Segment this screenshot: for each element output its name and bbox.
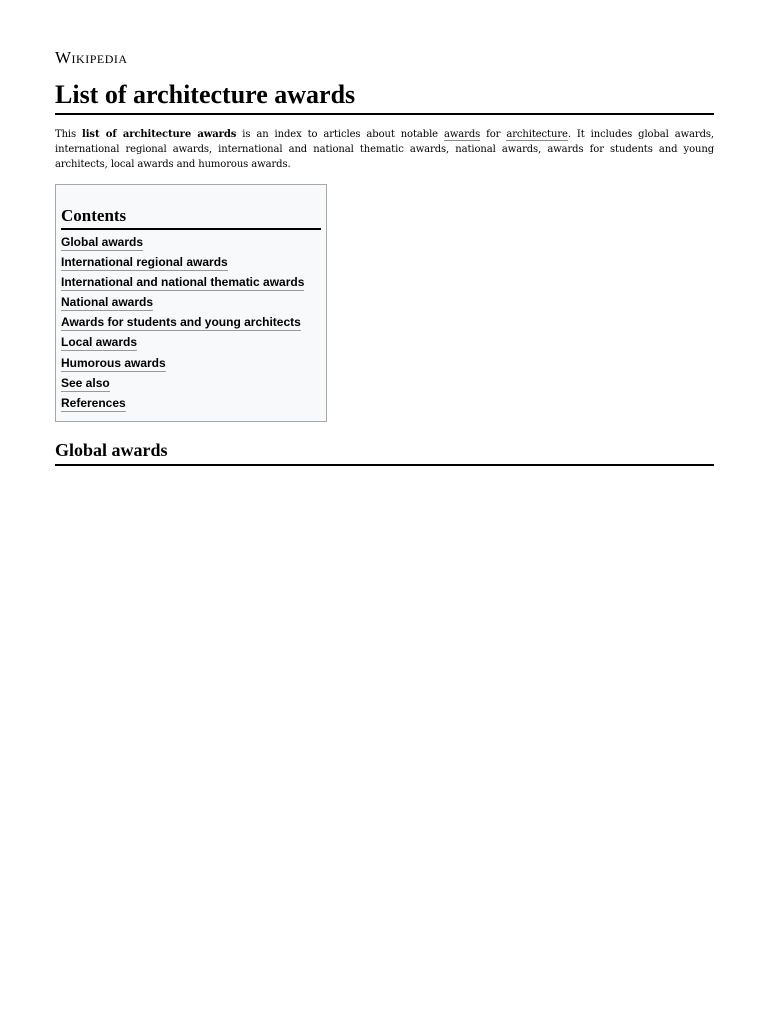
intro-text: is an index to articles about notable	[236, 129, 444, 140]
toc-link[interactable]: Global awards	[61, 235, 144, 249]
wikipedia-wordmark[interactable]: Wikipedia	[55, 48, 128, 67]
article-page	[55, 48, 714, 481]
intro-paragraph	[55, 127, 714, 172]
toc-link[interactable]: Humorous awards	[61, 355, 166, 370]
intro-bold-term: list of architecture awards	[82, 129, 237, 140]
toc-item-student-awards[interactable]	[61, 312, 321, 332]
toc-item-international-regional-awards[interactable]	[61, 252, 321, 272]
toc-link[interactable]: International regional awards	[61, 255, 228, 270]
toc-link[interactable]: Local awards	[61, 335, 138, 350]
toc-item-global-awards[interactable]	[61, 232, 321, 252]
page-title: List of architecture awards	[55, 79, 714, 115]
toc-link[interactable]: International and national thematic awards	[61, 275, 305, 290]
toc-link[interactable]: Awards for students and young architects	[61, 315, 301, 330]
toc-link[interactable]: National awards	[61, 295, 154, 310]
toc-item-humorous-awards[interactable]	[61, 353, 321, 373]
toc-link[interactable]: References	[61, 395, 126, 410]
intro-text: for	[480, 129, 507, 140]
toc-list	[61, 232, 321, 413]
toc-item-national-awards[interactable]	[61, 292, 321, 312]
toc-item-local-awards[interactable]	[61, 332, 321, 352]
table-of-contents	[55, 184, 327, 422]
toc-item-thematic-awards[interactable]	[61, 272, 321, 292]
section-heading-global-awards: Global awards	[55, 438, 714, 466]
awards-link[interactable]: awards	[443, 129, 481, 140]
toc-item-references[interactable]	[61, 393, 321, 413]
toc-link[interactable]: See also	[61, 375, 110, 390]
toc-title: Contents	[61, 205, 321, 230]
intro-text: This	[55, 129, 83, 140]
toc-item-see-also[interactable]	[61, 373, 321, 393]
intro-text: . It includes global awards, international regional awards, international and national thematic awards, national awards, awards for students and young architects, local awards and humorous awards.	[55, 129, 714, 170]
architecture-link[interactable]: architecture	[506, 129, 568, 140]
